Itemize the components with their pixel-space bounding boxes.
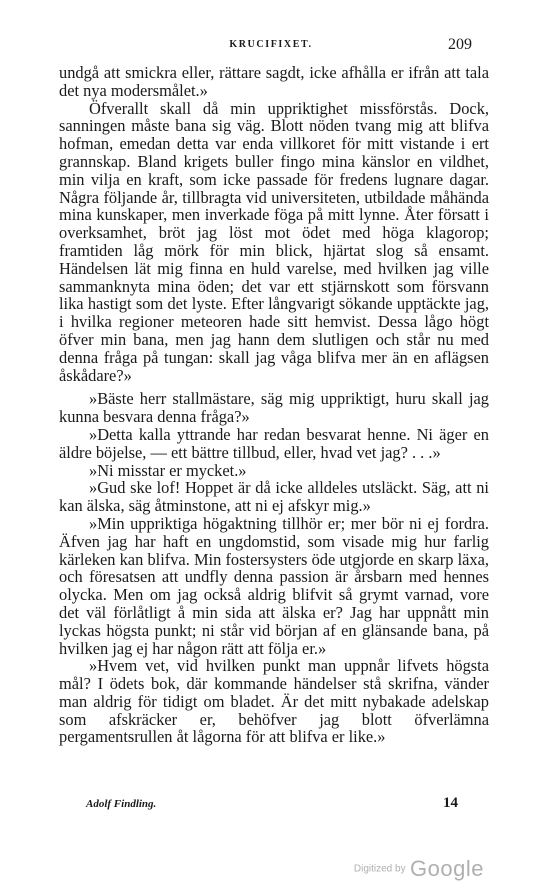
digitization-watermark [354, 856, 484, 882]
paragraph: »Ni misstar er mycket.» [89, 460, 247, 480]
watermark-prefix: Digitized by [353, 863, 406, 875]
paragraph: Öfverallt skall då min uppriktighet missförstås. Dock, sanningen måste bana sig väg. Blott nöden tvang mig att blifva hofman, emedan detta var enda villkoret för mitt vistande i ert grannskap. Bland krigets buller fingo mina känslor en vildhet, min vilja en kraft, som icke passade för fredens lugnare dagar. Några följande år, tillbragta vid universiteten, utbildade måhända mina kunskaper, men inverkade föga på mitt lynne. Åter försatt i overksamhet, bröt jag löst mot ödet med höga klagorop; framtiden låg mörk för min blick, hjärtat slog så ensamt. Händelsen lät mig finna en huld varelse, med hvilken jag ville sammanknyta mina öden; det var ett stjärnskott som försvann lika hastigt som det lyste. Efter långvarigt sökande upptäckte jag, i hvilka regioner meteoren hade sitt hemvist. Dessa lågo högt öfver min bana, men jag hann dem slutligen och står nu med denna fråga på tungan: skall jag våga blifva mer än en aflägsen åskådare?» [59, 98, 489, 385]
paragraph: »Hvem vet, vid hvilken punkt man uppnår lifvets högsta mål? I ödets bok, där kommande händelser stå skrifna, vänder man aldrig för tidigt om bladet. Är det mitt nybakade adelskap som afskräcker er, behöfver jag blott öfverlämna pergamentsrullen åt lågorna för att blifva er like.» [59, 656, 489, 747]
watermark-brand: Google [410, 856, 484, 881]
printer-signature: Adolf Findling. [86, 798, 157, 810]
paragraph: »Detta kalla yttrande har redan besvarat henne. Ni äger en äldre böjelse, — ett bättre tillbud, eller, hvad vet jag? . . .» [59, 424, 489, 462]
paragraph: undgå att smickra eller, rättare sagdt, icke afhålla er ifrån att tala det nya modersmålet.» [59, 63, 489, 100]
paragraph: »Gud ske lof! Hoppet är då icke alldeles utsläckt. Säg, att ni kan älska, säg åtminstone, att ni ej afskyr mig.» [59, 478, 489, 516]
paragraph: »Bäste herr stallmästare, säg mig uppriktigt, huru skall jag kunna besvara denna fråga?» [59, 389, 489, 427]
running-title: KRUCIFIXET. [229, 39, 313, 50]
page-number: 209 [448, 36, 472, 53]
page-footer [86, 795, 476, 815]
body-text [59, 64, 489, 746]
sheet-number: 14 [443, 795, 458, 811]
paragraph: »Min uppriktiga högaktning tillhör er; mer bör ni ej fordra. Äfven jag har haft en ungdomstid, som visade mig hur farlig kärleken kan blifva. Min fostersysters öde utgjorde en skarp läxa, och föresatsen att undfly denna passion är årsbarn med hennes olycka. Men om jag också aldrig blifvit så grymt varnad, vore det väl förlåtligt å min sida att älska er? Jag har uppnått min lyckas högsta punkt; ni står vid början af en glänsande bana, på hvilken jag ej har någon rätt att följa er.» [59, 513, 489, 658]
running-head [58, 36, 484, 56]
